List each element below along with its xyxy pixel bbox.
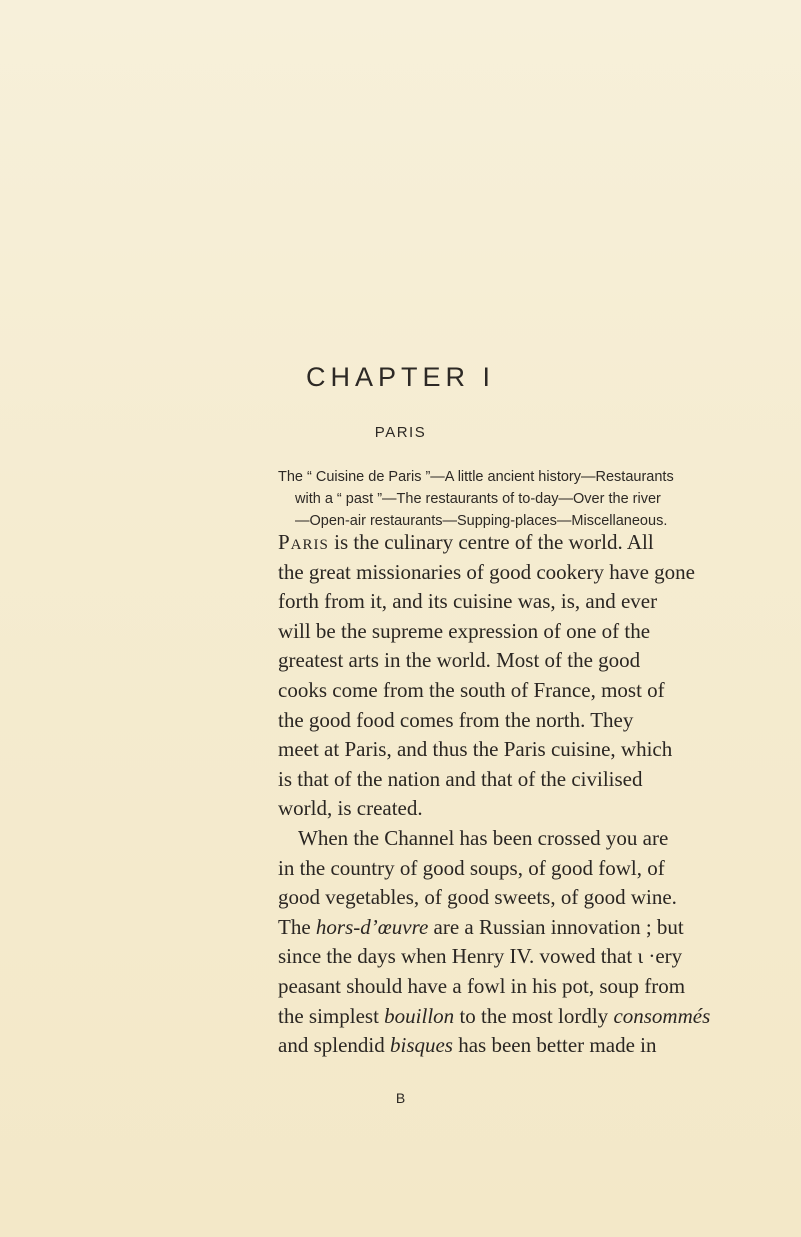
body-line: meet at Paris, and thus the Paris cuisine, which xyxy=(278,737,673,762)
signature-mark: B xyxy=(395,1090,406,1106)
body-line: forth from it, and its cuisine was, is, and ever xyxy=(278,589,658,614)
synopsis-line: —Open-air restaurants—Supping-places—Miscellaneous. xyxy=(295,513,668,529)
body-line: and splendid bisques has been better made in xyxy=(278,1033,657,1058)
italic-term: bisques xyxy=(389,1033,453,1058)
chapter-title: PARIS xyxy=(374,424,427,441)
body-line: the simplest bouillon to the most lordly consommés xyxy=(278,1003,711,1028)
opening-word: Paris xyxy=(278,530,329,554)
chapter-synopsis xyxy=(278,466,674,532)
chapter-heading: CHAPTER I xyxy=(305,362,496,392)
body-line: peasant should have a fowl in his pot, soup from xyxy=(278,973,686,998)
body-line: the great missionaries of good cookery have gone xyxy=(278,559,695,584)
body-line: cooks come from the south of France, most of xyxy=(278,677,665,702)
body-line: the good food comes from the north. They xyxy=(278,707,634,732)
body-line: since the days when Henry IV. vowed that ɩ ·ery xyxy=(278,944,683,969)
body-line: When the Channel has been crossed you are xyxy=(298,825,669,850)
synopsis-line: The “ Cuisine de Paris ”—A little ancient history—Restaurants xyxy=(278,469,674,485)
italic-term: bouillon xyxy=(384,1003,455,1028)
body-line: will be the supreme expression of one of the xyxy=(278,618,651,643)
body-line: is that of the nation and that of the civilised xyxy=(278,766,643,791)
body-line: in the country of good soups, of good fowl, of xyxy=(278,855,665,880)
italic-term: consommés xyxy=(613,1003,711,1028)
body-line: The hors-d’œuvre are a Russian innovation ; but xyxy=(278,914,684,939)
body-line: greatest arts in the world. Most of the good xyxy=(278,648,641,673)
synopsis-line: with a “ past ”—The restaurants of to-day—Over the river xyxy=(295,491,661,507)
body-line: good vegetables, of good sweets, of good wine. xyxy=(278,885,677,910)
body-line: Paris is the culinary centre of the world. All xyxy=(278,530,654,554)
body-line: world, is created. xyxy=(278,796,423,821)
italic-term: hors-d’œuvre xyxy=(315,914,429,939)
body-text xyxy=(278,528,711,1061)
